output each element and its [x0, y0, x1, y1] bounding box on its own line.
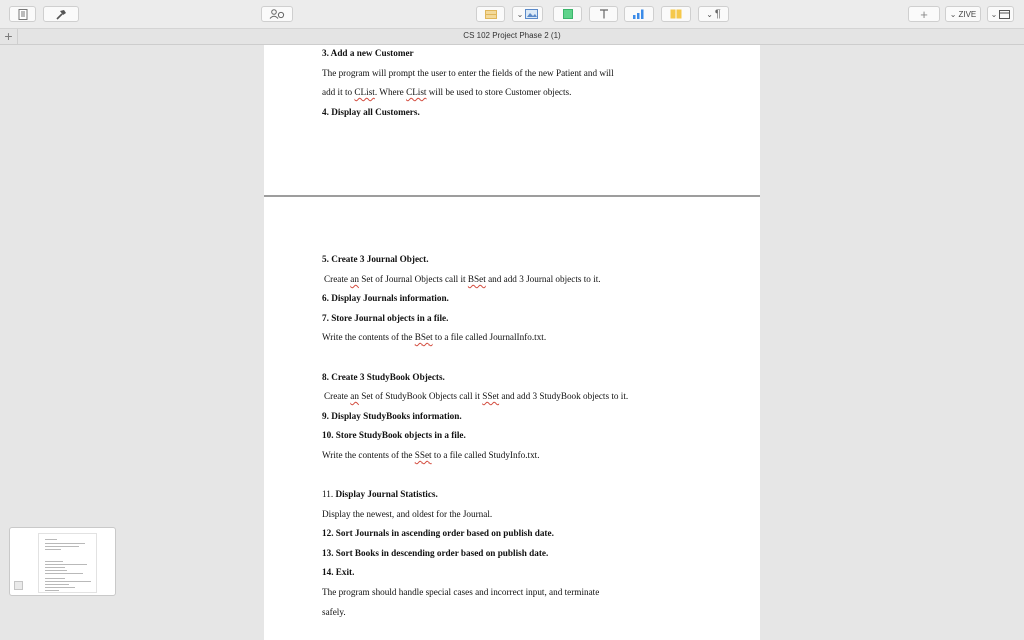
text-icon — [599, 9, 609, 19]
view-menu-button[interactable] — [9, 6, 36, 22]
insert-media-button[interactable] — [512, 6, 543, 22]
chevron-down-icon: ⌄ — [990, 9, 998, 19]
item-7-heading: 7. Store Journal objects in a file. — [322, 313, 449, 323]
person-add-icon — [269, 9, 285, 19]
spellcheck-word[interactable]: CList — [354, 87, 375, 97]
page-thumbnail[interactable] — [9, 527, 116, 596]
chevron-down-icon: ⌄ — [706, 9, 713, 19]
add-button[interactable] — [908, 6, 940, 22]
spellcheck-word[interactable]: an — [350, 274, 359, 284]
layout-icon — [670, 9, 682, 19]
formatting-marks-button[interactable] — [698, 6, 729, 22]
item-11-heading: 11. Display Journal Statistics. — [322, 489, 438, 499]
item-10-description: Write the contents of the SSet to a file called StudyInfo.txt. — [322, 450, 540, 460]
item-6-heading: 6. Display Journals information. — [322, 293, 449, 303]
collaborate-button[interactable] — [261, 6, 293, 22]
item-5-heading: 5. Create 3 Journal Object. — [322, 254, 429, 264]
pilcrow-icon: ¶ — [714, 8, 721, 20]
item-10-heading: 10. Store StudyBook objects in a file. — [322, 430, 466, 440]
document-page-1[interactable] — [264, 45, 760, 195]
sidebar-icon — [17, 9, 29, 20]
insert-sticky-button[interactable] — [661, 6, 691, 22]
insert-shape-button[interactable] — [553, 6, 582, 22]
plus-icon: + — [4, 28, 13, 44]
window-view-button[interactable] — [987, 6, 1014, 22]
bar-chart-icon — [632, 9, 646, 19]
item-14-heading: 14. Exit. — [322, 567, 355, 577]
spellcheck-word[interactable]: SSet — [482, 391, 500, 401]
zoom-menu-button[interactable] — [945, 6, 981, 22]
chevron-down-icon: ⌄ — [516, 9, 524, 19]
item-13-heading: 13. Sort Books in descending order based on publish date. — [322, 548, 549, 558]
item-8-description: Create an Set of StudyBook Objects call it SSet and add 3 StudyBook objects to it. — [324, 391, 629, 401]
spellcheck-word[interactable]: an — [350, 391, 359, 401]
shape-icon — [563, 9, 573, 19]
item-3-heading: 3. Add a new Customer — [322, 48, 414, 58]
item-12-heading: 12. Sort Journals in ascending order based on publish date. — [322, 528, 554, 538]
thumbnail-badge-icon — [14, 581, 23, 590]
document-titlebar — [0, 28, 1024, 45]
thumbnail-page-preview — [38, 533, 97, 593]
item-14-description: The program should handle special cases and incorrect input, and terminate — [322, 587, 600, 597]
insert-text-button[interactable] — [589, 6, 618, 22]
spellcheck-word[interactable]: BSet — [467, 274, 486, 284]
table-icon — [485, 10, 497, 19]
window-icon — [999, 10, 1010, 19]
item-7-description: Write the contents of the BSet to a file called JournalInfo.txt. — [322, 332, 547, 342]
zoom-label: ZIVE — [958, 9, 977, 19]
spellcheck-word[interactable]: BSet — [414, 332, 433, 342]
document-title: CS 102 Project Phase 2 (1) — [463, 31, 561, 40]
document-page-2[interactable] — [264, 197, 760, 640]
item-4-heading: 4. Display all Customers. — [322, 107, 420, 117]
plus-icon: + — [920, 6, 928, 22]
format-painter-button[interactable] — [43, 6, 79, 22]
item-11-description: Display the newest, and oldest for the Journal. — [322, 509, 493, 519]
item-3-description: The program will prompt the user to enter the fields of the new Patient and will — [322, 68, 614, 78]
chevron-down-icon: ⌄ — [949, 9, 957, 19]
insert-table-button[interactable] — [476, 6, 505, 22]
spellcheck-word[interactable]: SSet — [414, 450, 432, 460]
spellcheck-word[interactable]: CList — [406, 87, 427, 97]
toolbar — [0, 0, 1024, 28]
item-9-heading: 9. Display StudyBooks information. — [322, 411, 462, 421]
hammer-icon — [55, 9, 67, 20]
image-icon — [525, 9, 538, 19]
item-3-description-cont: add it to CList. Where CList will be used to store Customer objects. — [322, 87, 572, 97]
item-14-description-cont: safely. — [322, 607, 346, 617]
insert-chart-button[interactable] — [624, 6, 654, 22]
item-8-heading: 8. Create 3 StudyBook Objects. — [322, 372, 445, 382]
item-5-description: Create an Set of Journal Objects call it BSet and add 3 Journal objects to it. — [324, 274, 601, 284]
